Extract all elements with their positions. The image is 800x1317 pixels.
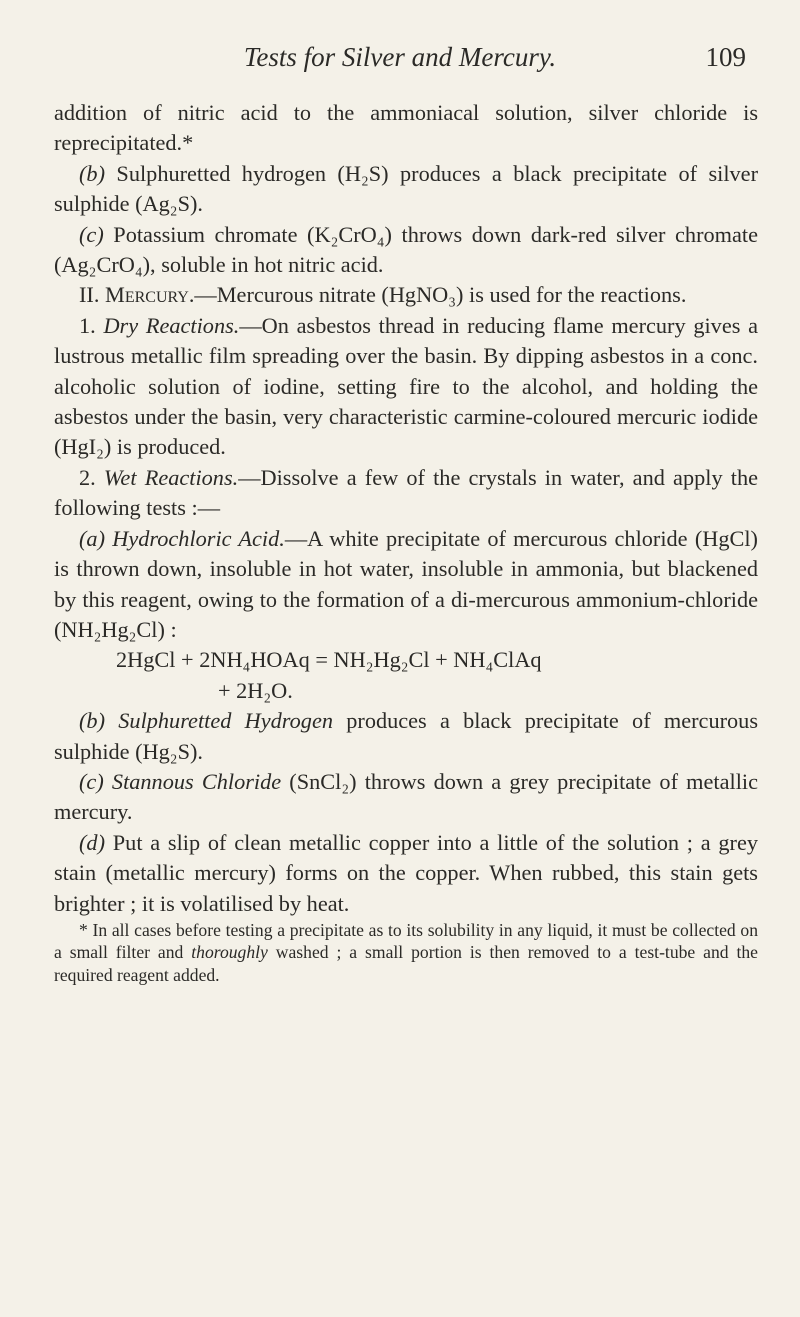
stannous-chloride-title: Stannous Chloride bbox=[111, 768, 282, 794]
dry-reactions-text: —On asbestos thread in reducing flame mercury gives a lustrous metallic film spreading over the basin. By dipping asbestos in a conc. alcoholic solution of iodine, setting fire to the alcohol, and holding the asbestos under the basin, very characteristic carmine-coloured mercuric iodide (HgI₂) is produced. bbox=[54, 312, 759, 460]
dry-reactions-title: Dry Reactions. bbox=[103, 312, 240, 338]
running-title: Tests for Silver and Mercury. bbox=[243, 42, 557, 72]
mercury-test-c-text: (SnCl₂) throws down a grey precipitate of metallic mercury. bbox=[54, 768, 758, 825]
silver-continuation: addition of nitric acid to the ammoniacal solution, silver chloride is reprecipitated.* bbox=[54, 100, 758, 156]
footnote-emphasis: thoroughly bbox=[191, 942, 268, 963]
label-a: (a) bbox=[79, 525, 113, 551]
wet-number: 2. bbox=[79, 464, 104, 490]
label-b: (b) bbox=[79, 160, 105, 186]
section-title: Mercury. bbox=[105, 282, 195, 308]
mercury-test-a-text: —A white precipitate of mercurous chloride (HgCl) is thrown down, insoluble in hot water, insoluble in ammonia, but blackened by this reagent, owing to the formation of a di-mercurous ammonium-chloride (NH₂Hg₂Cl) : bbox=[54, 525, 758, 642]
mercury-test-a bbox=[54, 524, 758, 646]
label-d: (d) bbox=[79, 829, 105, 855]
running-header bbox=[0, 42, 800, 82]
silver-test-b-text: Sulphuretted hydrogen (H₂S) produces a black precipitate of silver sulphide (Ag₂S). bbox=[54, 160, 758, 217]
mercury-test-b bbox=[54, 706, 758, 767]
silver-test-c-text: Potassium chromate (K₂CrO₄) throws down dark-red silver chromate (Ag₂CrO₄), soluble in hot nitric acid. bbox=[54, 221, 758, 278]
mercury-test-d-text: Put a slip of clean metallic copper into a little of the solution ; a grey stain (metallic mercury) forms on the copper. When rubbed, this stain gets brighter ; it is volatilised by heat. bbox=[54, 829, 758, 916]
wet-reactions-paragraph bbox=[54, 463, 758, 524]
footnote-text-after: washed ; a small portion is then removed to a test-tube and the required reagent added. bbox=[54, 942, 758, 985]
mercury-section-heading bbox=[54, 280, 758, 310]
mercury-test-b-text: produces a black precipitate of mercurous sulphide (Hg₂S). bbox=[54, 708, 758, 764]
mercury-intro: —Mercurous nitrate (HgNO₃) is used for the reactions. bbox=[194, 282, 687, 308]
wet-reactions-title: Wet Reactions. bbox=[103, 464, 239, 490]
label-c: (c) bbox=[79, 221, 104, 247]
page-number: 109 bbox=[705, 42, 746, 72]
page-body bbox=[54, 98, 758, 986]
label-c-mercury: (c) bbox=[79, 768, 112, 794]
equation-line-1: 2HgCl + 2NH₄HOAq = NH₂Hg₂Cl + NH₄ClAq bbox=[116, 647, 542, 673]
hydrochloric-acid-title: Hydrochloric Acid. bbox=[112, 525, 285, 551]
label-b-mercury: (b) bbox=[79, 708, 119, 734]
section-numeral: II. bbox=[79, 282, 105, 308]
silver-test-b bbox=[54, 159, 758, 220]
equation-line-2: + 2H₂O. bbox=[218, 677, 293, 703]
mercury-test-d bbox=[54, 828, 758, 919]
footnote-text-before: In all cases before testing a precipitate as to its solubility in any liquid, it must be collected on a small filter and bbox=[54, 919, 758, 963]
footnote-marker: * bbox=[79, 919, 93, 940]
dry-number: 1. bbox=[79, 312, 104, 338]
wet-reactions-text: —Dissolve a few of the crystals in water, and apply the following tests :— bbox=[54, 464, 758, 521]
sulphuretted-hydrogen-title: Sulphuretted Hydrogen bbox=[118, 708, 333, 734]
footnote bbox=[54, 919, 758, 987]
silver-test-c bbox=[54, 220, 758, 281]
dry-reactions-paragraph bbox=[54, 311, 758, 463]
mercury-test-c bbox=[54, 767, 758, 828]
